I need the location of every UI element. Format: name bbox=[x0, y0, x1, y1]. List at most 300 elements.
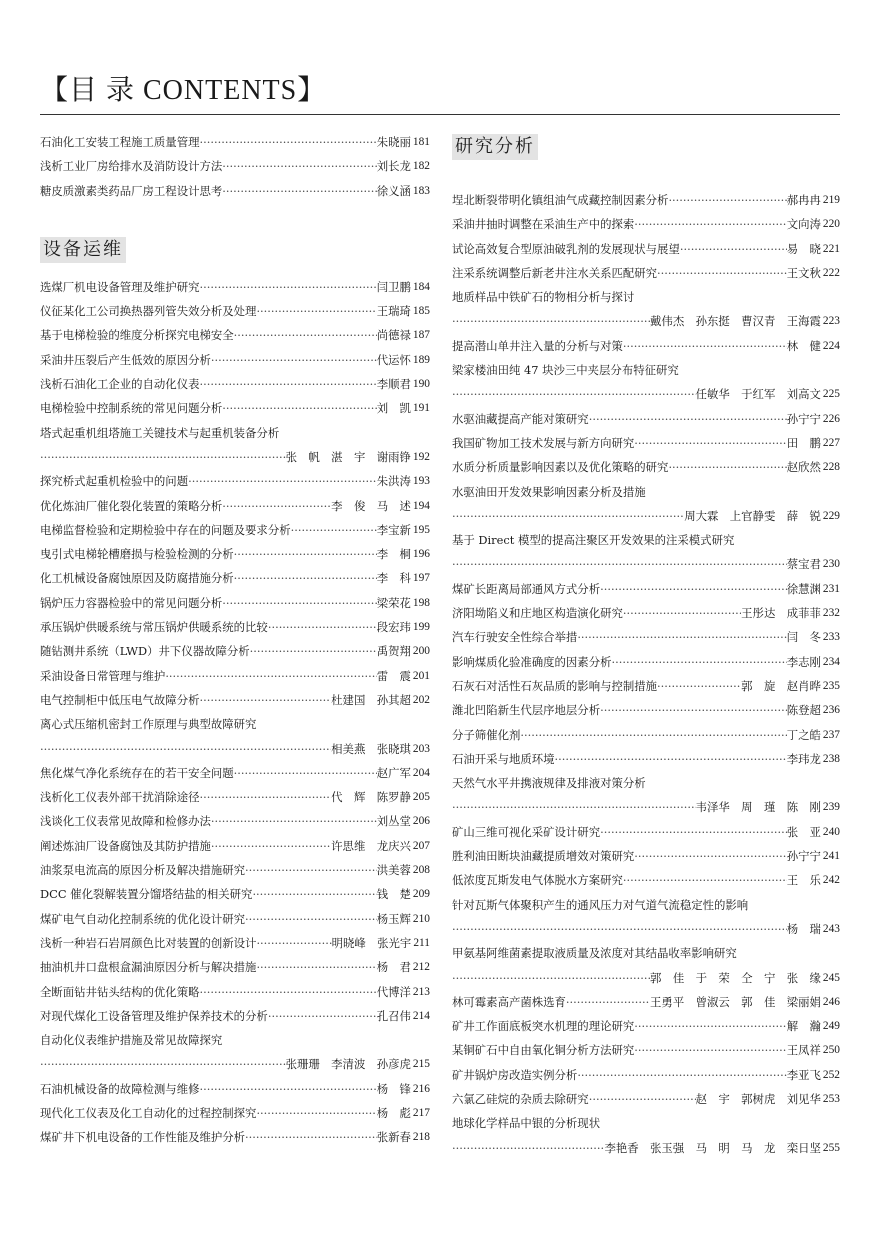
leader-dots bbox=[40, 445, 286, 469]
leader-dots bbox=[234, 566, 377, 590]
entry-title: 浅谈化工仪表常见故障和检修办法 bbox=[40, 814, 211, 829]
toc-entry[interactable] bbox=[452, 577, 840, 601]
leader-dots bbox=[452, 795, 696, 819]
entry-author: 戴伟杰 孙东挺 曹汉青 王海霞 bbox=[650, 309, 821, 333]
entry-title: 济阳坳陷义和庄地区构造演化研究 bbox=[452, 606, 623, 621]
entry-title: 影响煤质化验准确度的因素分析 bbox=[452, 654, 612, 669]
entry-page: 242 bbox=[822, 874, 840, 887]
toc-entry[interactable] bbox=[452, 1087, 840, 1111]
entry-author: 杨 瑞 bbox=[787, 917, 821, 941]
toc-entry[interactable] bbox=[40, 421, 430, 445]
toc-entry[interactable] bbox=[452, 601, 840, 625]
leader-dots bbox=[452, 966, 650, 990]
entry-title: 承压锅炉供暖系统与常压锅炉供暖系统的比较 bbox=[40, 620, 268, 635]
toc-entry[interactable] bbox=[40, 809, 430, 833]
toc-entry[interactable] bbox=[452, 1111, 840, 1135]
entry-page: 252 bbox=[822, 1068, 840, 1081]
entry-page: 208 bbox=[412, 864, 430, 877]
leader-dots bbox=[199, 980, 376, 1004]
entry-page: 243 bbox=[822, 922, 840, 935]
toc-entry[interactable] bbox=[452, 358, 840, 382]
entry-author: 王瑞琦 bbox=[377, 299, 411, 323]
entry-title: 浅析工业厂房给排水及消防设计方法 bbox=[40, 159, 223, 174]
toc-entry[interactable] bbox=[452, 650, 840, 674]
toc-entry[interactable] bbox=[40, 931, 430, 955]
toc-entry[interactable] bbox=[452, 747, 840, 771]
entry-title: 水驱油藏提高产能对策研究 bbox=[452, 411, 589, 426]
toc-entry[interactable] bbox=[452, 795, 840, 819]
leader-dots bbox=[452, 552, 787, 576]
toc-entry[interactable] bbox=[452, 723, 840, 747]
entry-author: 杨 锋 bbox=[377, 1077, 411, 1101]
leader-dots bbox=[566, 990, 650, 1014]
leader-dots bbox=[199, 785, 331, 809]
entry-author: 孙宁宁 bbox=[787, 844, 821, 868]
toc-entry[interactable] bbox=[40, 980, 430, 1004]
entry-author: 孙宁宁 bbox=[787, 407, 821, 431]
entry-title: 煤矿井下机电设备的工作性能及维护分析 bbox=[40, 1130, 246, 1145]
entry-author: 林 健 bbox=[787, 334, 821, 358]
entry-page: 181 bbox=[412, 136, 430, 148]
entry-author: 刘长龙 bbox=[377, 154, 411, 178]
toc-entry[interactable] bbox=[40, 1077, 430, 1101]
entry-title: DCC 催化裂解装置分馏塔结盐的相关研究 bbox=[40, 887, 253, 902]
toc-entry[interactable] bbox=[452, 455, 840, 479]
entry-author: 杨 彪 bbox=[377, 1101, 411, 1125]
entry-author: 李志刚 bbox=[787, 650, 821, 674]
toc-entry[interactable] bbox=[452, 893, 840, 917]
entry-page: 199 bbox=[412, 621, 430, 634]
entry-author: 李亚飞 bbox=[787, 1063, 821, 1087]
left-column bbox=[40, 130, 430, 1150]
leader-dots bbox=[600, 577, 787, 601]
entry-page: 196 bbox=[412, 548, 430, 561]
toc-entry[interactable] bbox=[452, 188, 840, 212]
entry-title: 煤矿长距离局部通风方式分析 bbox=[452, 581, 601, 596]
entry-page: 201 bbox=[412, 669, 430, 682]
entry-author: 郝冉冉 bbox=[787, 188, 821, 212]
entry-title: 矿井工作面底板突水机理的理论研究 bbox=[452, 1019, 635, 1034]
toc-entry[interactable] bbox=[40, 1028, 430, 1052]
entry-title: 提高潜山单井注入量的分析与对策 bbox=[452, 338, 623, 353]
entry-author: 韦泽华 周 瑾 陈 刚 bbox=[696, 795, 821, 819]
entry-title: 地球化学样品中银的分析现状 bbox=[452, 1116, 601, 1131]
entry-page: 197 bbox=[412, 572, 430, 585]
toc-entry[interactable] bbox=[452, 698, 840, 722]
toc-entry[interactable] bbox=[40, 955, 430, 979]
leader-dots bbox=[657, 261, 787, 285]
entry-page: 223 bbox=[822, 315, 840, 328]
research-list bbox=[452, 188, 840, 1160]
entry-page: 217 bbox=[412, 1106, 430, 1119]
entry-page: 212 bbox=[412, 961, 430, 974]
entry-page: 214 bbox=[412, 1009, 430, 1022]
leader-dots bbox=[577, 625, 786, 649]
toc-entry[interactable] bbox=[40, 907, 430, 931]
toc-entry[interactable] bbox=[40, 494, 430, 518]
entry-author: 孔召伟 bbox=[377, 1004, 411, 1028]
toc-entry[interactable] bbox=[452, 480, 840, 504]
leader-dots bbox=[245, 907, 377, 931]
entry-title: 焦化煤气净化系统存在的若干安全问题 bbox=[40, 765, 234, 780]
right-column bbox=[452, 130, 840, 1160]
entry-title: 水质分析质量影响因素以及优化策略的研究 bbox=[452, 460, 669, 475]
entry-page: 235 bbox=[822, 679, 840, 692]
leader-dots bbox=[634, 1038, 786, 1062]
entry-author: 任敏华 于红军 刘高文 bbox=[696, 382, 821, 406]
toc-entry[interactable] bbox=[452, 1063, 840, 1087]
toc-entry[interactable] bbox=[40, 639, 430, 663]
entry-author: 徐义涵 bbox=[377, 179, 411, 203]
toc-entry[interactable] bbox=[452, 237, 840, 261]
entry-page: 230 bbox=[822, 558, 840, 571]
entry-title: 电梯监督检验和定期检验中存在的问题及要求分析 bbox=[40, 522, 291, 537]
leader-dots bbox=[668, 455, 786, 479]
entry-page: 189 bbox=[412, 353, 430, 366]
entry-title: 煤矿电气自动化控制系统的优化设计研究 bbox=[40, 911, 246, 926]
leader-dots bbox=[188, 469, 377, 493]
entry-page: 185 bbox=[412, 305, 430, 318]
toc-entry[interactable] bbox=[452, 625, 840, 649]
entry-page: 206 bbox=[412, 815, 430, 828]
entry-page: 239 bbox=[822, 801, 840, 814]
entry-page: 225 bbox=[822, 388, 840, 401]
toc-entry[interactable] bbox=[40, 664, 430, 688]
leader-dots bbox=[634, 212, 786, 236]
entry-author: 陈登超 bbox=[787, 698, 821, 722]
entry-author: 文向涛 bbox=[787, 212, 821, 236]
entry-page: 216 bbox=[412, 1082, 430, 1095]
entry-title: 采油井抽时调整在采油生产中的探索 bbox=[452, 217, 635, 232]
toc-entry[interactable] bbox=[40, 179, 430, 203]
leader-dots bbox=[600, 820, 787, 844]
toc-entry[interactable] bbox=[40, 737, 430, 761]
entry-page: 219 bbox=[822, 194, 840, 206]
entry-author: 王彤达 成菲菲 bbox=[741, 601, 821, 625]
leader-dots bbox=[680, 237, 787, 261]
entry-title: 全断面钻井钻头结构的优化策略 bbox=[40, 984, 200, 999]
section-heading-equipment: 设备运维 bbox=[40, 237, 126, 263]
entry-title: 甲氨基阿维菌素提取液质量及浓度对其结晶收率影响研究 bbox=[452, 946, 737, 961]
leader-dots bbox=[600, 698, 787, 722]
entry-title: 分子筛催化剂 bbox=[452, 727, 521, 742]
toc-entry[interactable] bbox=[40, 1125, 430, 1149]
leader-dots bbox=[668, 188, 786, 212]
entry-title: 注采系统调整后新老井注水关系匹配研究 bbox=[452, 265, 658, 280]
leader-dots bbox=[452, 917, 787, 941]
entry-author: 赵广军 bbox=[377, 761, 411, 785]
entry-page: 200 bbox=[412, 645, 430, 658]
entry-author: 郭 佳 于 荣 仝 宁 张 缘 bbox=[650, 966, 821, 990]
entry-author: 朱晓丽 bbox=[377, 130, 411, 154]
entry-title: 石油化工安装工程施工质量管理 bbox=[40, 135, 200, 149]
toc-entry[interactable] bbox=[452, 504, 840, 528]
entry-author: 王勇平 曾淑云 郭 佳 梁丽娟 bbox=[650, 990, 821, 1014]
toc-entry[interactable] bbox=[452, 1014, 840, 1038]
entry-title: 矿井锅炉房改造实例分析 bbox=[452, 1067, 578, 1082]
entry-title: 探究桥式起重机检验中的问题 bbox=[40, 474, 189, 489]
leader-dots bbox=[268, 1004, 377, 1028]
toc-entry[interactable] bbox=[40, 275, 430, 299]
entry-page: 190 bbox=[412, 378, 430, 391]
equipment-list bbox=[40, 275, 430, 1150]
entry-title: 化工机械设备腐蚀原因及防腐措施分析 bbox=[40, 571, 234, 586]
entry-title: 地质样品中铁矿石的物相分析与探讨 bbox=[452, 290, 635, 305]
entry-author: 禹贺翔 bbox=[377, 639, 411, 663]
leader-dots bbox=[555, 747, 787, 771]
entry-author: 解 瀚 bbox=[787, 1014, 821, 1038]
toc-entry[interactable] bbox=[40, 542, 430, 566]
toc-entry[interactable] bbox=[40, 858, 430, 882]
entry-title: 对现代煤化工设备管理及维护保养技术的分析 bbox=[40, 1008, 268, 1023]
entry-page: 209 bbox=[412, 888, 430, 901]
leader-dots bbox=[199, 130, 376, 154]
toc-entry[interactable] bbox=[40, 130, 430, 154]
toc-entry[interactable] bbox=[40, 615, 430, 639]
toc-entry[interactable] bbox=[452, 674, 840, 698]
entry-author: 李艳香 张玉强 马 明 马 龙 栾日坚 bbox=[604, 1136, 820, 1160]
toc-entry[interactable] bbox=[40, 591, 430, 615]
leader-dots bbox=[199, 1077, 376, 1101]
entry-author: 徐慧渊 bbox=[787, 577, 821, 601]
entry-title: 浅析石油化工企业的自动化仪表 bbox=[40, 377, 200, 392]
entry-author: 杜建国 孙其超 bbox=[331, 688, 411, 712]
toc-entry[interactable] bbox=[40, 154, 430, 178]
toc-entry[interactable] bbox=[40, 785, 430, 809]
leader-dots bbox=[623, 601, 741, 625]
entry-title: 天然气水平井携液规律及排液对策分析 bbox=[452, 776, 646, 791]
toc-entry[interactable] bbox=[40, 761, 430, 785]
entry-author: 明晓峰 张光宇 bbox=[332, 931, 412, 955]
entry-title: 六氯乙硅烷的杂质去除研究 bbox=[452, 1091, 589, 1106]
entry-title: 低浓度瓦斯发电气体脱水方案研究 bbox=[452, 873, 623, 888]
entry-page: 222 bbox=[822, 266, 840, 279]
toc-entry[interactable] bbox=[452, 334, 840, 358]
entry-author: 杨 君 bbox=[377, 955, 411, 979]
leader-dots bbox=[623, 868, 787, 892]
entry-title: 仪征某化工公司换热器列管失效分析及处理 bbox=[40, 304, 257, 319]
toc-entry[interactable] bbox=[40, 396, 430, 420]
entry-page: 231 bbox=[822, 582, 840, 595]
entry-page: 226 bbox=[822, 412, 840, 425]
toc-entry[interactable] bbox=[40, 323, 430, 347]
entry-author: 李玮龙 bbox=[787, 747, 821, 771]
leader-dots bbox=[452, 1136, 604, 1160]
entry-title: 埕北断裂带明化镇组油气成藏控制因素分析 bbox=[452, 193, 669, 207]
leader-dots bbox=[199, 688, 331, 712]
toc-entry[interactable] bbox=[452, 431, 840, 455]
entry-title: 曳引式电梯轮槽磨损与检验检测的分析 bbox=[40, 547, 234, 562]
toc-entry[interactable] bbox=[452, 868, 840, 892]
entry-title: 采油井压裂后产生低效的原因分析 bbox=[40, 352, 211, 367]
entry-page: 227 bbox=[822, 436, 840, 449]
toc-entry[interactable] bbox=[40, 1101, 430, 1125]
leader-dots bbox=[165, 664, 376, 688]
entry-author: 梁荣花 bbox=[377, 591, 411, 615]
entry-page: 195 bbox=[412, 523, 430, 536]
toc-entry[interactable] bbox=[452, 844, 840, 868]
entry-page: 187 bbox=[412, 329, 430, 342]
entry-page: 211 bbox=[413, 936, 430, 949]
entry-author: 王凤祥 bbox=[787, 1038, 821, 1062]
toc-entry[interactable] bbox=[40, 834, 430, 858]
entry-author: 朱洪涛 bbox=[377, 469, 411, 493]
entry-author: 李 桐 bbox=[377, 542, 411, 566]
leader-dots bbox=[452, 504, 684, 528]
entry-author: 尚德禄 bbox=[377, 323, 411, 347]
entry-author: 周大霖 上官静雯 薛 锐 bbox=[684, 504, 821, 528]
leader-dots bbox=[211, 834, 331, 858]
entry-page: 204 bbox=[412, 766, 430, 779]
entry-page: 233 bbox=[822, 631, 840, 644]
entry-page: 193 bbox=[412, 475, 430, 488]
entry-author: 闫卫鹏 bbox=[377, 275, 411, 299]
leader-dots bbox=[250, 639, 377, 663]
leader-dots bbox=[657, 674, 741, 698]
entry-title: 随钻测井系统（LWD）井下仪器故障分析 bbox=[40, 644, 250, 659]
toc-entry[interactable] bbox=[40, 566, 430, 590]
toc-entry[interactable] bbox=[452, 407, 840, 431]
toc-entry[interactable] bbox=[452, 212, 840, 236]
leader-dots bbox=[40, 1052, 286, 1076]
leader-dots bbox=[222, 154, 376, 178]
entry-page: 191 bbox=[412, 402, 430, 415]
entry-page: 253 bbox=[822, 1092, 840, 1105]
toc-entry[interactable] bbox=[452, 1038, 840, 1062]
toc-entry[interactable] bbox=[452, 966, 840, 990]
leader-dots bbox=[634, 844, 786, 868]
entry-author: 许思维 龙庆兴 bbox=[331, 834, 411, 858]
entry-page: 192 bbox=[412, 450, 430, 463]
entry-page: 250 bbox=[822, 1044, 840, 1057]
toc-entry[interactable] bbox=[40, 688, 430, 712]
toc-entry[interactable] bbox=[452, 771, 840, 795]
toc-entry[interactable] bbox=[40, 1004, 430, 1028]
leader-dots bbox=[222, 179, 376, 203]
leader-dots bbox=[623, 334, 787, 358]
entry-author: 闫 冬 bbox=[787, 625, 821, 649]
entry-author: 杨玉辉 bbox=[377, 907, 411, 931]
entry-author: 钱 楚 bbox=[377, 882, 411, 906]
entry-page: 229 bbox=[822, 509, 840, 522]
leader-dots bbox=[256, 1101, 376, 1125]
toc-entry[interactable] bbox=[40, 1052, 430, 1076]
toc-entry[interactable] bbox=[40, 348, 430, 372]
header-divider bbox=[40, 114, 840, 115]
toc-entry[interactable] bbox=[452, 990, 840, 1014]
toc-entry[interactable] bbox=[40, 469, 430, 493]
toc-entry[interactable] bbox=[452, 1136, 840, 1160]
entry-page: 210 bbox=[412, 912, 430, 925]
entry-author: 刘丛堂 bbox=[377, 809, 411, 833]
entry-title: 试论高效复合型原油破乳剂的发展现状与展望 bbox=[452, 241, 680, 256]
entry-author: 刘 凯 bbox=[377, 396, 411, 420]
entry-title: 基于 Direct 模型的提高注聚区开发效果的注采模式研究 bbox=[452, 533, 735, 548]
entry-author: 李 科 bbox=[377, 566, 411, 590]
entry-title: 离心式压缩机密封工作原理与典型故障研究 bbox=[40, 717, 257, 732]
entry-author: 赵 宇 郭树虎 刘见华 bbox=[696, 1087, 821, 1111]
entry-title: 石灰石对活性石灰品质的影响与控制措施 bbox=[452, 678, 658, 693]
entry-page: 194 bbox=[412, 499, 430, 512]
entry-page: 221 bbox=[822, 242, 840, 255]
entry-title: 锅炉压力容器检验中的常见问题分析 bbox=[40, 595, 223, 610]
entry-page: 213 bbox=[412, 985, 430, 998]
toc-entry[interactable] bbox=[452, 285, 840, 309]
toc-entry[interactable] bbox=[452, 382, 840, 406]
entry-author: 李顺君 bbox=[377, 372, 411, 396]
entry-page: 234 bbox=[822, 655, 840, 668]
entry-title: 自动化仪表维护措施及常见故障探究 bbox=[40, 1033, 223, 1048]
toc-entry[interactable] bbox=[452, 528, 840, 552]
entry-author: 相美燕 张晓琪 bbox=[331, 737, 411, 761]
leader-dots bbox=[256, 955, 376, 979]
left-top-list bbox=[40, 130, 430, 203]
entry-title: 糖皮质激素类药品厂房工程设计思考 bbox=[40, 183, 223, 198]
entry-author: 张 帆 湛 宇 谢雨铮 bbox=[286, 445, 411, 469]
toc-entry[interactable] bbox=[40, 712, 430, 736]
entry-title: 优化炼油厂催化裂化装置的策略分析 bbox=[40, 498, 223, 513]
leader-dots bbox=[577, 1063, 786, 1087]
entry-title: 梁家楼油田纯 47 块沙三中夹层分布特征研究 bbox=[452, 363, 679, 378]
leader-dots bbox=[268, 615, 377, 639]
toc-entry[interactable] bbox=[40, 372, 430, 396]
toc-entry[interactable] bbox=[452, 309, 840, 333]
leader-dots bbox=[452, 309, 650, 333]
toc-entry[interactable] bbox=[452, 552, 840, 576]
leader-dots bbox=[252, 882, 376, 906]
entry-author: 代 辉 陈罗静 bbox=[331, 785, 411, 809]
toc-entry[interactable] bbox=[452, 941, 840, 965]
leader-dots bbox=[199, 372, 376, 396]
entry-page: 183 bbox=[412, 184, 430, 197]
leader-dots bbox=[452, 382, 696, 406]
entry-title: 选煤厂机电设备管理及维护研究 bbox=[40, 279, 200, 294]
toc-entry[interactable] bbox=[40, 299, 430, 323]
toc-entry[interactable] bbox=[452, 820, 840, 844]
leader-dots bbox=[234, 323, 377, 347]
entry-page: 228 bbox=[822, 461, 840, 474]
entry-title: 现代化工仪表及化工自动化的过程控制探究 bbox=[40, 1105, 257, 1120]
entry-author: 丁之皓 bbox=[787, 723, 821, 747]
entry-title: 水驱油田开发效果影响因素分析及措施 bbox=[452, 484, 646, 499]
entry-page: 218 bbox=[412, 1131, 430, 1144]
entry-author: 易 晓 bbox=[787, 237, 821, 261]
leader-dots bbox=[234, 761, 377, 785]
toc-entry[interactable] bbox=[452, 261, 840, 285]
toc-entry[interactable] bbox=[40, 518, 430, 542]
entry-author: 田 鹏 bbox=[787, 431, 821, 455]
leader-dots bbox=[222, 591, 376, 615]
toc-entry[interactable] bbox=[40, 445, 430, 469]
entry-title: 某铜矿石中自由氧化铜分析方法研究 bbox=[452, 1043, 635, 1058]
entry-page: 207 bbox=[412, 839, 430, 852]
leader-dots bbox=[211, 348, 377, 372]
entry-title: 针对瓦斯气体聚积产生的通风压力对气道气流稳定性的影响 bbox=[452, 897, 749, 912]
entry-title: 油浆泵电流高的原因分析及解决措施研究 bbox=[40, 863, 246, 878]
entry-author: 段宏玮 bbox=[377, 615, 411, 639]
entry-title: 阐述炼油厂设备腐蚀及其防护措施 bbox=[40, 838, 211, 853]
entry-page: 255 bbox=[822, 1141, 840, 1154]
toc-entry[interactable] bbox=[40, 882, 430, 906]
entry-title: 塔式起重机组塔施工关键技术与起重机装备分析 bbox=[40, 425, 280, 440]
entry-title: 胜利油田断块油藏提质增效对策研究 bbox=[452, 849, 635, 864]
entry-author: 李 俊 马 述 bbox=[331, 494, 411, 518]
entry-author: 赵欣然 bbox=[787, 455, 821, 479]
entry-page: 240 bbox=[822, 825, 840, 838]
leader-dots bbox=[256, 931, 331, 955]
toc-entry[interactable] bbox=[452, 917, 840, 941]
entry-title: 抽油机井口盘根盒漏油原因分析与解决措施 bbox=[40, 960, 257, 975]
